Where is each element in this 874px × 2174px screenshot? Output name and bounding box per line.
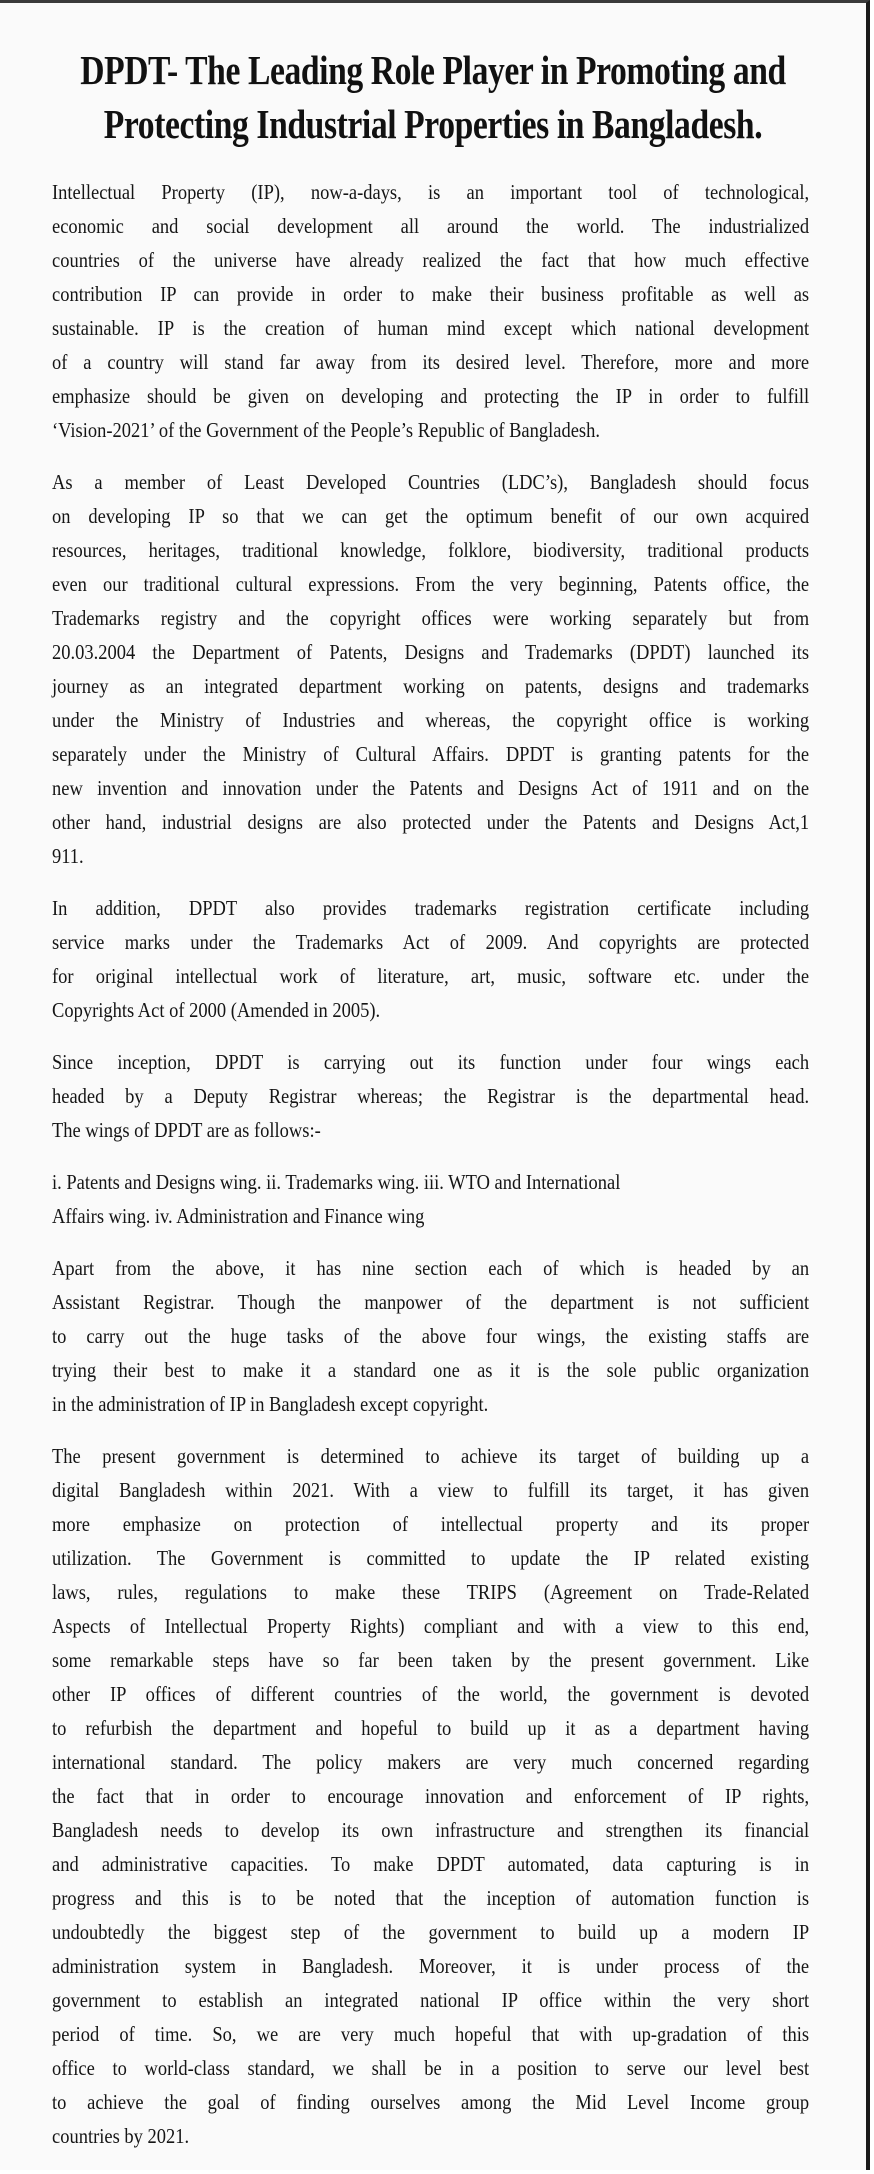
text-line-content: contribution IP can provide in order to make their business profitable as well as [52, 282, 810, 306]
paragraph [52, 1251, 809, 1421]
text-line-content: utilization. The Government is committed to update the IP related existing [52, 1546, 810, 1570]
paragraph [52, 891, 809, 1027]
text-line [52, 1575, 809, 1609]
text-line [52, 1439, 809, 1473]
text-line-content: more emphasize on protection of intellectual property and its proper [52, 1512, 810, 1536]
text-line-content: Aspects of Intellectual Property Rights) compliant and with a view to this end, [52, 1614, 810, 1638]
text-line [52, 1779, 809, 1813]
text-line-content: headed by a Deputy Registrar whereas; the Registrar is the departmental head. [52, 1084, 810, 1108]
text-line-content: the fact that in order to encourage innovation and enforcement of IP rights, [52, 1784, 810, 1808]
article-body [52, 175, 809, 2171]
paragraph [52, 1439, 809, 2153]
paragraph [52, 175, 809, 447]
paragraph [52, 1165, 809, 1233]
text-line-content: some remarkable steps have so far been taken by the present government. Like [52, 1648, 810, 1672]
text-line [52, 1319, 809, 1353]
article-title [78, 43, 788, 151]
text-line [52, 345, 809, 379]
text-line [52, 635, 809, 669]
text-line [52, 533, 809, 567]
text-line-content: Affairs wing. iv. Administration and Finance wing [52, 1204, 425, 1228]
text-line [52, 1711, 809, 1745]
text-line-content: even our traditional cultural expressions. From the very beginning, Patents office, the [52, 572, 810, 596]
text-line [52, 1609, 809, 1643]
text-line [52, 925, 809, 959]
text-line [52, 2017, 809, 2051]
text-line-content: i. Patents and Designs wing. ii. Trademarks wing. iii. WTO and International [52, 1170, 621, 1194]
text-line-content: digital Bangladesh within 2021. With a view to fulfill its target, it has given [52, 1478, 810, 1502]
text-line-content: Since inception, DPDT is carrying out its function under four wings each [52, 1050, 810, 1074]
text-line-content: on developing IP so that we can get the optimum benefit of our own acquired [52, 504, 810, 528]
text-line [52, 465, 809, 499]
text-line-content: for original intellectual work of literature, art, music, software etc. under the [52, 964, 810, 988]
text-line [52, 175, 809, 209]
text-line-content: under the Ministry of Industries and whereas, the copyright office is working [52, 708, 810, 732]
text-line [52, 1541, 809, 1575]
text-line [52, 601, 809, 635]
text-line [52, 2119, 809, 2153]
text-line-content: Copyrights Act of 2000 (Amended in 2005). [52, 998, 381, 1022]
text-line-content: progress and this is to be noted that the inception of automation function is [52, 1886, 810, 1910]
text-line [52, 993, 809, 1027]
text-line [52, 1643, 809, 1677]
text-line-content: journey as an integrated department working on patents, designs and trademarks [52, 674, 810, 698]
text-line [52, 379, 809, 413]
text-line-content: resources, heritages, traditional knowledge, folklore, biodiversity, traditional products [52, 538, 810, 562]
text-line [52, 703, 809, 737]
text-line [52, 891, 809, 925]
text-line-content: international standard. The policy makers are very much concerned regarding [52, 1750, 810, 1774]
text-line [52, 805, 809, 839]
text-line [52, 209, 809, 243]
text-line [52, 2051, 809, 2085]
text-line-content: to refurbish the department and hopeful to build up it as a department having [52, 1716, 810, 1740]
text-line-content: emphasize should be given on developing and protecting the IP in order to fulfill [52, 384, 810, 408]
text-line-content: administration system in Bangladesh. Moreover, it is under process of the [52, 1954, 810, 1978]
text-line [52, 1113, 809, 1147]
text-line-content: 20.03.2004 the Department of Patents, Designs and Trademarks (DPDT) launched its [52, 640, 810, 664]
text-line [52, 1045, 809, 1079]
text-line-content: new invention and innovation under the Patents and Designs Act of 1911 and on the [52, 776, 810, 800]
text-line [52, 1677, 809, 1711]
text-line [52, 1507, 809, 1541]
title-line: Protecting Industrial Properties in Bangladesh. [103, 101, 763, 147]
paragraph [52, 465, 809, 873]
text-line-content: laws, rules, regulations to make these TRIPS (Agreement on Trade-Related [52, 1580, 810, 1604]
text-line [52, 1353, 809, 1387]
text-line [52, 771, 809, 805]
text-line [52, 1813, 809, 1847]
text-line-content: countries of the universe have already realized the fact that how much effective [52, 248, 810, 272]
text-line [52, 243, 809, 277]
text-line-content: period of time. So, we are very much hopeful that with up-gradation of this [52, 2022, 810, 2046]
text-line-content: other IP offices of different countries of the world, the government is devoted [52, 1682, 810, 1706]
text-line-content: to achieve the goal of finding ourselves among the Mid Level Income group [52, 2090, 810, 2114]
text-line-content: sustainable. IP is the creation of human mind except which national development [52, 316, 810, 340]
text-line-content: 911. [52, 844, 84, 868]
text-line-content: Trademarks registry and the copyright offices were working separately but from [52, 606, 810, 630]
text-line-content: trying their best to make it a standard one as it is the sole public organization [52, 1358, 810, 1382]
text-line-content: Assistant Registrar. Though the manpower of the department is not sufficient [52, 1290, 810, 1314]
text-line [52, 567, 809, 601]
text-line-content: countries by 2021. [52, 2124, 190, 2148]
paragraph [52, 1045, 809, 1147]
text-line [52, 1251, 809, 1285]
text-line [52, 669, 809, 703]
text-line [52, 1881, 809, 1915]
text-line-content: undoubtedly the biggest step of the government to build up a modern IP [52, 1920, 810, 1944]
text-line [52, 1199, 809, 1233]
text-line [52, 737, 809, 771]
text-line-content: ‘Vision-2021’ of the Government of the People’s Republic of Bangladesh. [52, 418, 600, 442]
text-line [52, 1847, 809, 1881]
text-line-content: office to world-class standard, we shall be in a position to serve our level best [52, 2056, 810, 2080]
text-line [52, 1949, 809, 1983]
text-line-content: to carry out the huge tasks of the above four wings, the existing staffs are [52, 1324, 810, 1348]
text-line [52, 413, 809, 447]
text-line-content: government to establish an integrated national IP office within the very short [52, 1988, 810, 2012]
text-line [52, 1983, 809, 2017]
text-line-content: other hand, industrial designs are also protected under the Patents and Designs Act,1 [52, 810, 810, 834]
text-line [52, 1915, 809, 1949]
text-line [52, 499, 809, 533]
text-line [52, 2085, 809, 2119]
text-line-content: economic and social development all around the world. The industrialized [52, 214, 810, 238]
text-line-content: As a member of Least Developed Countries (LDC’s), Bangladesh should focus [52, 470, 810, 494]
text-line-content: separately under the Ministry of Cultural Affairs. DPDT is granting patents for the [52, 742, 810, 766]
text-line [52, 311, 809, 345]
text-line-content: The wings of DPDT are as follows:- [52, 1118, 321, 1142]
text-line-content: The present government is determined to achieve its target of building up a [52, 1444, 810, 1468]
text-line [52, 1285, 809, 1319]
text-line-content: Intellectual Property (IP), now-a-days, is an important tool of technological, [52, 180, 810, 204]
text-line [52, 1745, 809, 1779]
text-line [52, 959, 809, 993]
text-line [52, 1079, 809, 1113]
text-line-content: of a country will stand far away from its desired level. Therefore, more and more [52, 350, 810, 374]
text-line [52, 1165, 809, 1199]
text-line [52, 1387, 809, 1421]
text-line-content: in the administration of IP in Bangladesh except copyright. [52, 1392, 489, 1416]
text-line-content: Bangladesh needs to develop its own infrastructure and strengthen its financial [52, 1818, 810, 1842]
text-line [52, 839, 809, 873]
text-line-content: Apart from the above, it has nine section each of which is headed by an [52, 1256, 810, 1280]
text-line [52, 277, 809, 311]
text-line-content: In addition, DPDT also provides trademarks registration certificate including [52, 896, 810, 920]
text-line-content: service marks under the Trademarks Act of 2009. And copyrights are protected [52, 930, 810, 954]
text-line [52, 1473, 809, 1507]
title-line: DPDT- The Leading Role Player in Promoting and [80, 47, 786, 93]
text-line-content: and administrative capacities. To make DPDT automated, data capturing is in [52, 1852, 810, 1876]
